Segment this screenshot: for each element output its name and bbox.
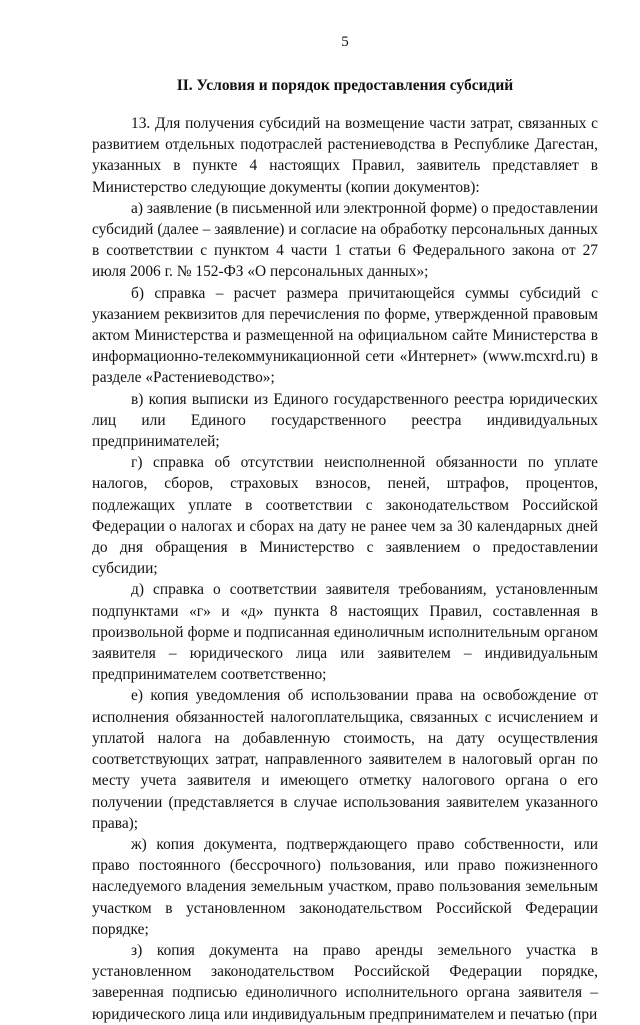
page-number: 5 <box>341 34 349 50</box>
paragraph-item-a: а) заявление (в письменной или электронной форме) о предоставлении субсидий (далее – заявление) и согласие на обработку персональных данных в соответствии с пунктом 4 части 1 статьи 6 Федерального закона от 27 июля 2006 г. № 152-ФЗ «О персональных данных»; <box>92 199 598 281</box>
section-title: II. Условия и порядок предоставления субсидий <box>176 77 514 94</box>
paragraph-13-intro: 13. Для получения субсидий на возмещение части затрат, связанных с развитием отдельных подотраслей растениеводства в Республике Дагестан, указанных в пункте 4 настоящих Правил, заявитель представляет в Министерство следующие документы (копии документов): <box>92 115 598 196</box>
paragraph-item-e: е) копия уведомления об использовании права на освобождение от исполнения обязанностей налогоплательщика, связанных с исчислением и уплатой налога на добавленную стоимость, на дату осуществления соответствующих затрат, направленного заявителем в налоговый орган по месту учета заявителя и имеющего отметку налогового органа о его получении (представляется в случае использования заявителем указанного права); <box>92 687 598 832</box>
paragraph-item-g: г) справка об отсутствии неисполненной обязанности по уплате налогов, сборов, страховых взносов, пеней, штрафов, процентов, подлежащих уплате в соответствии с законодательством Российской Федерации о налогах и сборах на дату не ранее чем за 30 календарных дней до дня обращения в Министерство с заявлением о предоставлении субсидии; <box>92 454 598 578</box>
paragraph-item-zh: ж) копия документа, подтверждающего право собственности, или право постоянного (бессрочного) пользования, или право пожизненного наследуемого владения земельным участком, право пользования земельным участком в установленном законодательством Российской Федерации порядке; <box>92 835 598 938</box>
paragraph-item-z: з) копия документа на право аренды земельного участка в установленном законодательством Российской Федерации порядке, заверенная подписью единоличного исполнительного органа заявителя – юридического лица или индивидуальным предпринимателем и печатью (при <box>92 941 598 1023</box>
paragraph-item-d: д) справка о соответствии заявителя требованиям, установленным подпунктами «г» и «д» пункта 8 настоящих Правил, составленная в произвольной форме и подписанная единоличным исполнительным органом заявителя – юридического лица или заявителем – индивидуальным предпринимателем соответственно; <box>92 581 598 684</box>
paragraph-item-b: б) справка – расчет размера причитающейся суммы субсидий с указанием реквизитов для перечисления по форме, утвержденной правовым актом Министерства и размещенной на официальном сайте Министерства в информационно-телекоммуникационной сети «Интернет» (www.mcxrd.ru) в разделе «Растениеводство»; <box>92 284 598 387</box>
paragraph-item-v: в) копия выписки из Единого государственного реестра юридических лиц или Единого государственного реестра индивидуальных предпринимателей; <box>92 390 598 451</box>
